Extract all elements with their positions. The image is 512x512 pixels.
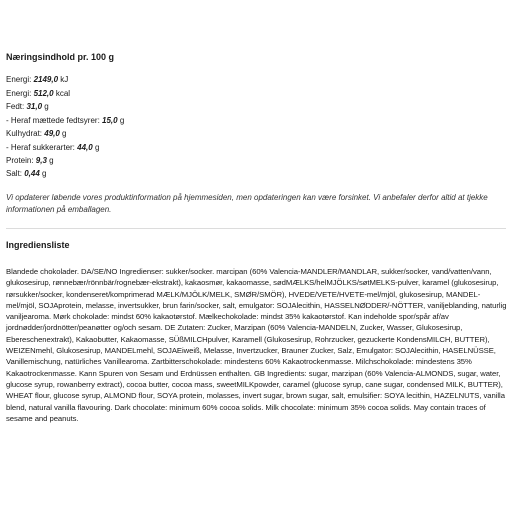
nutrition-unit: g <box>92 143 100 152</box>
nutrition-row-energy-kj <box>6 75 68 85</box>
nutrition-label: Fedt: <box>6 102 27 111</box>
nutrition-label: Energi: <box>6 89 34 98</box>
nutrition-title: Næringsindhold pr. 100 g <box>6 52 115 62</box>
nutrition-row-saturated-fat <box>6 116 124 126</box>
nutrition-value: 2149,0 <box>33 75 59 84</box>
nutrition-label: Kulhydrat: <box>6 129 45 138</box>
section-divider <box>6 228 506 229</box>
nutrition-value: 44,0 <box>77 143 93 152</box>
nutrition-unit: kcal <box>53 89 71 98</box>
nutrition-label: Energi: <box>6 75 34 84</box>
ingredients-title: Ingrediensliste <box>6 240 70 250</box>
nutrition-label: Salt: <box>6 169 25 178</box>
nutrition-value: 9,3 <box>35 156 47 165</box>
nutrition-unit: g <box>117 116 125 125</box>
nutrition-row-sugars <box>6 143 99 153</box>
nutrition-unit: g <box>39 169 47 178</box>
nutrition-row-energy-kcal <box>6 89 70 99</box>
nutrition-unit: kJ <box>58 75 69 84</box>
ingredients-text: Blandede chokolader. DA/SE/NO Ingredienser: sukker/socker. marcipan (60% Valencia-MANDLER/MANDLAR, sukker/socker, vand/vatten/vann, glukosesirup, rønnebær/rönnbär/rognebær-ekstrakt), kakaosmør, kakaomasse, sødMÆLKS/helMJÖLKS/søtMELKS-pulver, karamel (glukosesirup, rørsukker/socker, kondenseret/komprimerad MÆLK/MJÖLK/MELK, SMØR/SMÖR), HVEDE/VETE/HVETE-mel/mjöl, glukosesirup, MANDEL-mel/mjöl, SOJAprotein, melasse, invertsukker, brun farin/socker, salt, emulgator: SOJAlecithin, HASSELNØDDER/-NÖTTER, vaniljeblanding, naturlig vaniljearoma. Mørk chokolade: mindst 60% kakaotørstof. Mælkechokolade: mindst 35% kakaotørstof. Kan indeholde spor/spår af/av jordnødder/jordnötter/peanøtter og/och sesam. DE Zutaten: Zucker, Marzipan (60% Valencia-MANDELN, Zucker, Wasser, Glukosesirup, Ebereschenextrakt), Kakaobutter, Kakaomasse, SÜßMILCHpulver, Karamell (Glukosesirup, Rohrzucker, gezuckerte KondensMILCH, BUTTER), WEIZENmehl, Glukosesirup, MANDELmehl, SOJAEiweiß, Melasse, Invertzucker, Brauner Zucker, Salz, Emulgator: SOJAlecithin, HASELNÜSSE, Vanillemischung, natürliches Vanillearoma. Zartbitterschokolade: mindestens 60% Kakaotrockenmasse. Milchschokolade: mindestens 35% Kakaotrockenmasse. Kann Spuren von Sesam und Erdnüssen enthalten. GB Ingredients: sugar, marzipan (60% Valencia-ALMONDS, sugar, water, glucose syrup, rowanberry extract), cocoa butter, cocoa mass, sweetMILKpowder, caramel (glucose syrup, cane sugar, condensed MILK, BUTTER), WHEAT flour, glucose syrup, ALMOND flour, SOYA protein, molasses, invert sugar, brown sugar, salt, emulsifier: SOYA lecithin, HAZELNUTS, vanilla blend, natural vanilla flavouring. Dark chocolate: minimum 60% cocoa solids. Milk chocolate: minimum 35% cocoa solids. May contain traces of sesame and peanuts. <box>6 267 507 423</box>
nutrition-unit: g <box>59 129 67 138</box>
nutrition-value: 31,0 <box>26 102 43 111</box>
nutrition-value: 49,0 <box>44 129 60 138</box>
nutrition-label: - Heraf mættede fedtsyrer: <box>6 116 103 125</box>
nutrition-row-carbohydrate <box>6 129 67 139</box>
nutrition-value: 512,0 <box>33 89 54 98</box>
nutrition-label: Protein: <box>6 156 36 165</box>
nutrition-label: - Heraf sukkerarter: <box>6 143 78 152</box>
nutrition-disclaimer: Vi opdaterer løbende vores produktinformation på hjemmesiden, men opdateringen kan være forsinket. Vi anbefaler derfor altid at tjekke informationen på emballagen. <box>6 193 488 214</box>
nutrition-row-protein <box>6 156 54 166</box>
nutrition-unit: g <box>42 102 49 111</box>
nutrition-row-salt <box>6 169 46 179</box>
nutrition-value: 15,0 <box>102 116 118 125</box>
nutrition-value: 0,44 <box>24 169 40 178</box>
nutrition-unit: g <box>46 156 54 165</box>
nutrition-row-fat <box>6 102 49 112</box>
